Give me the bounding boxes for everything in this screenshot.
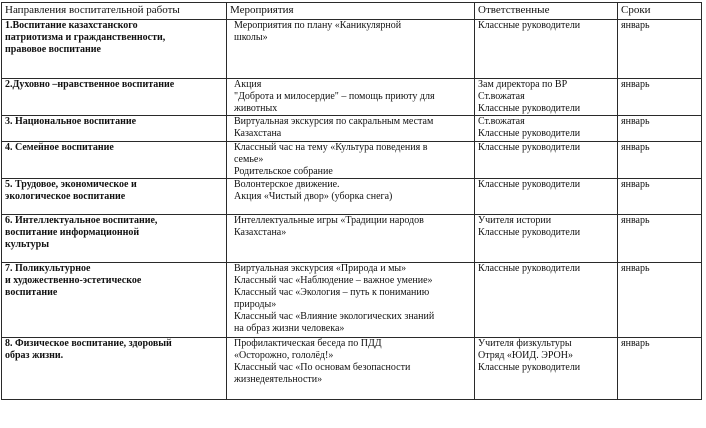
responsible-cell xyxy=(475,116,618,142)
events-cell-line: природы» xyxy=(234,299,277,310)
responsible-cell-line: Классные руководители xyxy=(478,142,581,153)
events-cell-line: животных xyxy=(234,103,278,114)
deadline-cell: январь xyxy=(618,116,702,142)
responsible-cell-line: Ст.вожатая xyxy=(478,91,525,102)
events-cell xyxy=(227,20,475,79)
events-cell xyxy=(227,142,475,179)
events-cell-line: Мероприятия по плану «Каникулярной xyxy=(234,20,402,31)
deadline-cell: январь xyxy=(618,79,702,116)
events-cell-line: «Осторожно, гололёд!» xyxy=(234,350,334,361)
direction-cell-line: образ жизни. xyxy=(5,350,64,361)
events-cell-line: Классный час на тему «Культура поведения в xyxy=(234,142,428,153)
direction-cell xyxy=(2,263,227,338)
responsible-cell-line: Отряд «ЮИД. ЭРОН» xyxy=(478,350,573,361)
direction-cell-line: 1.Воспитание казахстанского xyxy=(5,20,138,31)
events-cell xyxy=(227,215,475,263)
events-cell-line: Волонтерское движение. xyxy=(234,179,340,190)
events-cell-line: школы» xyxy=(234,32,268,43)
direction-cell-line: 3. Национальное воспитание xyxy=(5,116,137,127)
events-cell-line: Виртуальная экскурсия по сакральным местам xyxy=(234,116,434,127)
responsible-cell-line: Классные руководители xyxy=(478,227,581,238)
events-cell-line: Виртуальная экскурсия «Природа и мы» xyxy=(234,263,407,274)
events-cell xyxy=(227,79,475,116)
events-cell xyxy=(227,116,475,142)
table-row xyxy=(2,142,702,179)
responsible-cell-line: Классные руководители xyxy=(478,128,581,139)
header-deadline: Сроки xyxy=(618,3,702,20)
header-events: Мероприятия xyxy=(227,3,475,20)
direction-cell-line: 2.Духовно –нравственное воспитание xyxy=(5,79,175,90)
direction-cell-line: экологическое воспитание xyxy=(5,191,126,202)
direction-cell xyxy=(2,215,227,263)
direction-cell xyxy=(2,20,227,79)
events-cell-line: Акция «Чистый двор» (уборка снега) xyxy=(234,191,393,202)
events-cell-line: Акция xyxy=(234,79,262,90)
table-row xyxy=(2,338,702,400)
table-row xyxy=(2,263,702,338)
table-row xyxy=(2,116,702,142)
direction-cell-line: правовое воспитание xyxy=(5,44,101,55)
responsible-cell-line: Классные руководители xyxy=(478,103,581,114)
direction-cell-line: патриотизма и гражданственности, xyxy=(5,32,166,43)
responsible-cell-line: Классные руководители xyxy=(478,179,581,190)
direction-cell-line: 8. Физическое воспитание, здоровый xyxy=(5,338,172,349)
events-cell-line: Казахстана» xyxy=(234,227,287,238)
direction-cell xyxy=(2,142,227,179)
table-row xyxy=(2,20,702,79)
direction-cell-line: 7. Поликультурное xyxy=(5,263,91,274)
responsible-cell-line: Классные руководители xyxy=(478,20,581,31)
header-direction: Направления воспитательной работы xyxy=(2,3,227,20)
responsible-cell xyxy=(475,263,618,338)
deadline-cell: январь xyxy=(618,215,702,263)
direction-cell xyxy=(2,179,227,215)
events-cell-line: Профилактическая беседа по ПДД xyxy=(234,338,382,349)
events-cell-line: на образ жизни человека» xyxy=(234,323,345,334)
events-cell-line: Интеллектуальные игры «Традиции народов xyxy=(234,215,424,226)
responsible-cell xyxy=(475,179,618,215)
events-cell xyxy=(227,179,475,215)
responsible-cell-line: Зам директора по ВР xyxy=(478,79,568,90)
responsible-cell-line: Ст.вожатая xyxy=(478,116,525,127)
header-row xyxy=(2,3,702,20)
deadline-cell: январь xyxy=(618,179,702,215)
responsible-cell-line: Учителя физкультуры xyxy=(478,338,572,349)
deadline-cell: январь xyxy=(618,20,702,79)
activities-table xyxy=(1,2,702,400)
direction-cell-line: воспитание информационной xyxy=(5,227,140,238)
direction-cell xyxy=(2,79,227,116)
events-cell xyxy=(227,338,475,400)
table-row xyxy=(2,79,702,116)
direction-cell-line: культуры xyxy=(5,239,50,250)
table-row xyxy=(2,215,702,263)
events-cell-line: Родительское собрание xyxy=(234,166,333,177)
direction-cell-line: воспитание xyxy=(5,287,58,298)
deadline-cell: январь xyxy=(618,338,702,400)
direction-cell-line: 6. Интеллектуальное воспитание, xyxy=(5,215,158,226)
table-row xyxy=(2,179,702,215)
responsible-cell xyxy=(475,20,618,79)
events-cell-line: Классный час «По основам безопасности xyxy=(234,362,411,373)
header-responsible: Ответственные xyxy=(475,3,618,20)
events-cell-line: жизнедеятельности» xyxy=(234,374,323,385)
responsible-cell xyxy=(475,142,618,179)
responsible-cell xyxy=(475,215,618,263)
responsible-cell-line: Классные руководители xyxy=(478,362,581,373)
responsible-cell xyxy=(475,79,618,116)
events-cell-line: "Доброта и милосердие" – помощь приюту для xyxy=(234,91,435,102)
direction-cell xyxy=(2,338,227,400)
direction-cell xyxy=(2,116,227,142)
deadline-cell: январь xyxy=(618,263,702,338)
events-cell-line: семье» xyxy=(234,154,264,165)
direction-cell-line: 5. Трудовое, экономическое и xyxy=(5,179,137,190)
responsible-cell-line: Классные руководители xyxy=(478,263,581,274)
events-cell xyxy=(227,263,475,338)
events-cell-line: Классный час «Экология – путь к пониманию xyxy=(234,287,430,298)
responsible-cell xyxy=(475,338,618,400)
events-cell-line: Классный час «Наблюдение – важное умение» xyxy=(234,275,433,286)
deadline-cell: январь xyxy=(618,142,702,179)
responsible-cell-line: Учителя истории xyxy=(478,215,552,226)
direction-cell-line: 4. Семейное воспитание xyxy=(5,142,114,153)
direction-cell-line: и художественно-эстетическое xyxy=(5,275,142,286)
events-cell-line: Классный час «Влияние экологических знаний xyxy=(234,311,435,322)
events-cell-line: Казахстана xyxy=(234,128,282,139)
